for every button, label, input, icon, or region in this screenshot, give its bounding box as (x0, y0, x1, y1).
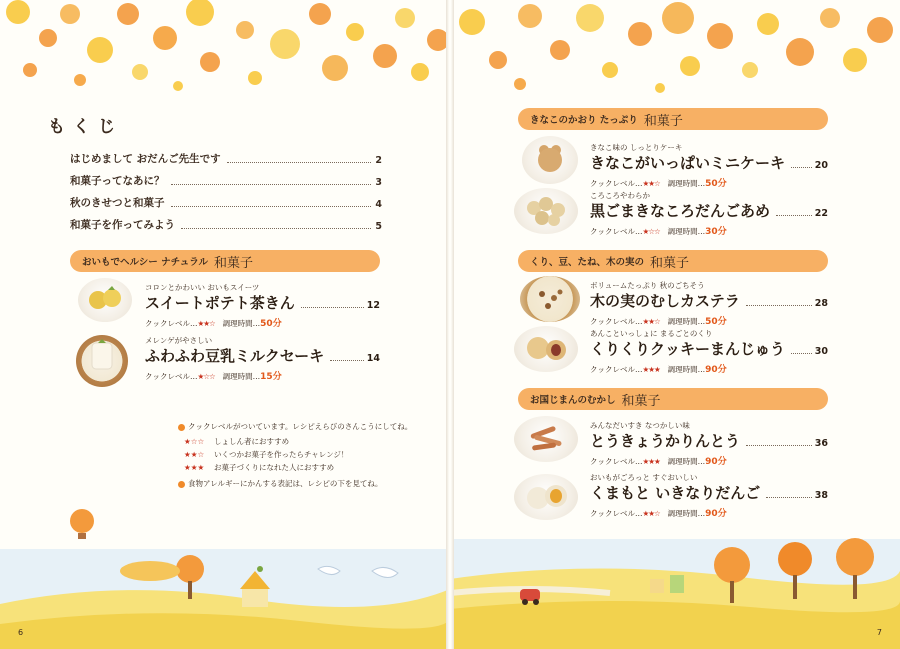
recipe-title: とうきょうかりんとう (590, 432, 741, 450)
cook-level-stars: ★☆☆ (197, 372, 215, 381)
recipe-title-row (145, 292, 380, 313)
nut-cake-icon (520, 276, 580, 322)
recipe-title-row (590, 482, 828, 503)
toc-entry-page: 5 (375, 221, 382, 232)
karinto-photo (514, 416, 578, 462)
page-number: 7 (876, 628, 882, 637)
recipe-entry[interactable] (590, 420, 828, 466)
toc-entry-page: 3 (375, 177, 382, 188)
cook-time: 90分 (705, 365, 727, 375)
watercolor-dots-top-right (450, 0, 900, 95)
section-band-wagashi: 和菓子 (621, 393, 661, 409)
toc-entry-label: はじめまして おだんご先生です (70, 153, 221, 165)
note-intro: クックレベルがついています。レシピえらびのさんこうにしてね。 (178, 421, 412, 432)
milkshake-photo (76, 335, 128, 387)
cook-time-label: 調理時間 (667, 365, 698, 374)
recipe-title: くりくりクッキーまんじゅう (590, 340, 786, 358)
note-level: ★★★ お菓子づくりになれた人におすすめ (184, 463, 335, 472)
cook-time-label: 調理時間 (667, 227, 698, 236)
recipe-meta: クックレベル…★★★ 調理時間…90分 (590, 457, 727, 467)
section-band-label: きなこのかおり たっぷり (530, 115, 638, 126)
toc-entry-label: 秋のきせつと和菓子 (70, 197, 165, 209)
section-band-label: おいもでヘルシー ナチュラル (82, 257, 209, 268)
recipe-title: 木の実のむしカステラ (590, 292, 740, 310)
cook-level-stars: ★☆☆ (184, 437, 205, 446)
watercolor-dots-top-left (0, 0, 450, 95)
sweet-potato-photo (78, 278, 132, 322)
dotted-leader (791, 353, 812, 354)
cook-time-label: 調理時間 (222, 319, 253, 328)
milk-glass-icon (76, 335, 128, 387)
section-band (518, 108, 828, 130)
cook-level-label: クックレベル (590, 457, 635, 466)
toc-entry[interactable] (70, 192, 382, 210)
recipe-title-row (590, 152, 828, 173)
toc-entry-page: 2 (375, 155, 382, 166)
dango-balls-icon (514, 188, 578, 234)
toc-entry[interactable] (70, 170, 382, 188)
toc-entry-label: 和菓子を作ってみよう (70, 219, 175, 231)
note-level: ★☆☆ しょしん者におすすめ (184, 437, 290, 446)
section-band (70, 250, 380, 272)
note-allergy: 食物アレルギーにかんする表記は、レシピの下を見てね。 (178, 478, 382, 489)
recipe-title: 黒ごまきなころだんごあめ (590, 202, 771, 220)
toc-entry[interactable] (70, 148, 382, 166)
dotted-leader (791, 167, 812, 168)
cook-time: 90分 (705, 457, 727, 467)
cook-level-stars: ★★☆ (642, 179, 660, 188)
toc-entry-label: 和菓子ってなあに？ (70, 175, 165, 187)
recipe-page: 30 (814, 346, 828, 357)
castella-photo (520, 276, 580, 322)
cook-level-stars: ★★☆ (197, 319, 215, 328)
toc-entry-page: 4 (375, 199, 382, 210)
manju-icon (514, 326, 578, 372)
autumn-landscape-right (450, 509, 900, 649)
bear-cake-icon (522, 136, 578, 184)
cook-level-stars: ★☆☆ (642, 227, 660, 236)
recipe-page: 12 (366, 300, 380, 311)
cook-level-label: クックレベル (590, 509, 635, 518)
recipe-entry[interactable] (145, 282, 380, 328)
sweet-potato-icon (78, 278, 132, 322)
section-band-wagashi: 和菓子 (643, 113, 683, 129)
recipe-page: 28 (814, 298, 828, 309)
cook-time-label: 調理時間 (667, 179, 698, 188)
page-number: 6 (18, 628, 24, 637)
dotted-leader (766, 497, 812, 498)
recipe-meta: クックレベル…★★☆ 調理時間…90分 (590, 509, 727, 519)
cook-level-label: クックレベル (590, 317, 635, 326)
cook-time-label: 調理時間 (222, 372, 253, 381)
cook-level-label: クックレベル (145, 319, 190, 328)
karinto-icon (514, 416, 578, 462)
recipe-page: 14 (366, 353, 380, 364)
cook-time: 30分 (705, 227, 727, 237)
recipe-entry[interactable] (590, 280, 828, 326)
recipe-subtitle: メレンゲがやさしい (145, 336, 213, 345)
recipe-subtitle: ころころやわらか (590, 191, 650, 200)
recipe-subtitle: あんこといっしょに まるごとのくり (590, 329, 713, 338)
kinako-dango-photo (514, 188, 578, 234)
recipe-entry[interactable] (590, 328, 828, 374)
recipe-meta: クックレベル…★★★ 調理時間…90分 (590, 365, 727, 375)
cook-level-label: クックレベル (590, 179, 635, 188)
toc-entry[interactable] (70, 214, 382, 232)
cook-level-stars: ★★☆ (642, 509, 660, 518)
toc-title: もくじ (48, 117, 123, 137)
recipe-title: スイートポテト茶きん (145, 294, 295, 312)
note-level: ★★☆ いくつかお菓子を作ったらチャレンジ！ (184, 450, 349, 459)
dotted-leader (746, 305, 812, 306)
bullet-icon (178, 424, 185, 431)
dotted-leader (330, 360, 364, 361)
cook-time: 15分 (260, 372, 282, 382)
cook-level-stars: ★★☆ (184, 450, 205, 459)
recipe-meta: クックレベル…★☆☆ 調理時間…15分 (145, 372, 282, 382)
recipe-entry[interactable] (145, 335, 380, 381)
recipe-page: 38 (814, 490, 828, 501)
cook-level-stars: ★★★ (642, 457, 660, 466)
cook-time-label: 調理時間 (667, 317, 698, 326)
bullet-icon (178, 481, 185, 488)
cook-level-label: クックレベル (590, 227, 635, 236)
cook-time-label: 調理時間 (667, 509, 698, 518)
cook-level-stars: ★★★ (184, 463, 205, 472)
recipe-title: ふわふわ豆乳ミルクセーキ (145, 347, 325, 365)
recipe-title-row (590, 200, 828, 221)
recipe-subtitle: ボリュームたっぷり 秋のごちそう (590, 281, 705, 290)
recipe-title-row (590, 290, 828, 311)
cook-level-label: クックレベル (590, 365, 635, 374)
cook-level-stars: ★★☆ (642, 317, 660, 326)
dotted-leader (776, 215, 812, 216)
dotted-leader (301, 307, 364, 308)
recipe-title-row (590, 338, 828, 359)
recipe-title-row (145, 345, 380, 366)
autumn-landscape-left (0, 509, 450, 649)
section-band (518, 388, 828, 410)
recipe-meta: クックレベル…★★☆ 調理時間…50分 (590, 317, 727, 327)
recipe-subtitle: きなこ味の しっとりケーキ (590, 143, 683, 152)
cook-time: 50分 (260, 319, 282, 329)
recipe-title: くまもと いきなりだんご (590, 484, 761, 502)
recipe-page: 36 (814, 438, 828, 449)
cook-time: 50分 (705, 179, 727, 189)
cook-level-label: クックレベル (145, 372, 190, 381)
recipe-page: 22 (814, 208, 828, 219)
kinako-cake-photo (522, 136, 578, 184)
cook-time-label: 調理時間 (667, 457, 698, 466)
section-band (518, 250, 828, 272)
book-gutter (446, 0, 454, 649)
dotted-leader (227, 162, 372, 163)
dotted-leader (171, 184, 372, 185)
manju-photo (514, 326, 578, 372)
recipe-subtitle: コロンとかわいい おいもスイーツ (145, 283, 260, 292)
recipe-meta: クックレベル…★★☆ 調理時間…50分 (145, 319, 282, 329)
dotted-leader (171, 206, 372, 207)
recipe-meta: クックレベル…★★☆ 調理時間…50分 (590, 179, 727, 189)
cook-level-stars: ★★★ (642, 365, 660, 374)
cook-time: 90分 (705, 509, 727, 519)
recipe-subtitle: おいもがごろっと すぐおいしい (590, 473, 698, 482)
right-page (450, 0, 900, 649)
cook-time: 50分 (705, 317, 727, 327)
recipe-entry[interactable] (590, 190, 828, 236)
recipe-entry[interactable] (590, 142, 828, 188)
section-band-wagashi: 和菓子 (650, 255, 690, 271)
recipe-page: 20 (814, 160, 828, 171)
recipe-title-row (590, 430, 828, 451)
section-band-label: くり、豆、たね、木の実の (530, 257, 645, 268)
section-band-wagashi: 和菓子 (214, 255, 254, 271)
dotted-leader (746, 445, 812, 446)
section-band-label: お国じまんのむかし (530, 395, 616, 406)
dotted-leader (181, 228, 371, 229)
recipe-subtitle: みんなだいすき なつかしい味 (590, 421, 690, 430)
recipe-title: きなこがいっぱいミニケーキ (590, 154, 786, 172)
recipe-meta: クックレベル…★☆☆ 調理時間…30分 (590, 227, 727, 237)
